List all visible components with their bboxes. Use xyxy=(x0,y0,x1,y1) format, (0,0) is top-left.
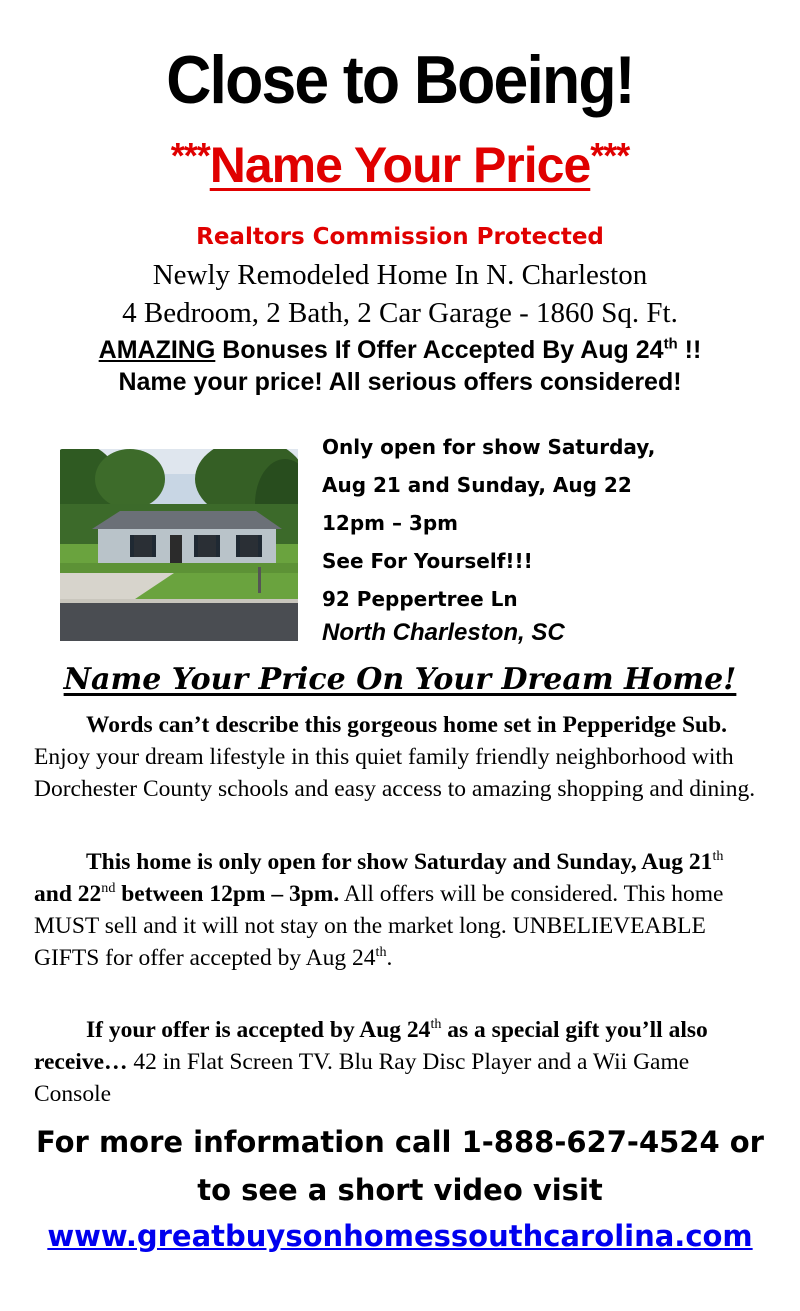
bonuses-end: !! xyxy=(677,336,702,364)
bonuses-text: Bonuses If Offer Accepted By Aug 24 xyxy=(215,336,664,364)
showing-line-1: Only open for show Saturday, xyxy=(322,435,656,459)
subhead-stars-left: *** xyxy=(170,135,210,176)
name-price-line: Name your price! All serious offers considered! xyxy=(118,368,682,396)
paragraph-3-text: 42 in Flat Screen TV. Blu Ray Disc Player and a Wii Game Console xyxy=(34,1049,690,1107)
paragraph-2-sup-c: th xyxy=(375,944,387,961)
bonuses-line xyxy=(0,334,800,366)
showing-line-2: Aug 21 and Sunday, Aug 22 xyxy=(322,473,632,497)
paragraph-2-bold-b: and 22 xyxy=(34,881,102,907)
paragraph-2-bold-a: This home is only open for show Saturday and Sunday, Aug 21 xyxy=(86,849,713,875)
bonuses-sup: th xyxy=(663,335,678,353)
city-line: North Charleston, SC xyxy=(322,619,565,646)
paragraph-2-sup-b: nd xyxy=(101,880,116,897)
headline: Close to Boeing! xyxy=(166,42,634,118)
paragraph-2-end: . xyxy=(386,945,393,971)
see-for-yourself: See For Yourself!!! xyxy=(322,549,533,573)
subhead-text: Name Your Price xyxy=(209,137,591,193)
showing-time: 12pm – 3pm xyxy=(322,511,458,535)
commission-note: Realtors Commission Protected xyxy=(196,224,604,250)
paragraph-3-sup: th xyxy=(430,1016,442,1033)
specs-line: 4 Bedroom, 2 Bath, 2 Car Garage - 1860 Sq. Ft. xyxy=(122,297,678,329)
subhead xyxy=(0,126,800,195)
dream-home-heading: Name Your Price On Your Dream Home! xyxy=(63,662,737,697)
paragraph-1-text: Enjoy your dream lifestyle in this quiet family friendly neighborhood with Dorchester County schools and easy access to amazing shopping and dining. xyxy=(34,744,756,802)
street-address: 92 Peppertree Ln xyxy=(322,587,518,611)
paragraph-2-sup-a: th xyxy=(712,848,724,865)
paragraph-3-bold-a: If your offer is accepted by Aug 24 xyxy=(86,1017,431,1043)
subhead-stars-right: *** xyxy=(590,135,630,176)
website-link[interactable]: www.greatbuysonhomessouthcarolina.com xyxy=(47,1219,753,1253)
paragraph-2-bold-c: between 12pm – 3pm. xyxy=(115,881,340,907)
paragraph-1-bold: Words can’t describe this gorgeous home set in Pepperidge Sub. xyxy=(86,712,728,738)
house-photo xyxy=(60,449,298,641)
amazing-word: AMAZING xyxy=(98,336,216,364)
remodeled-line: Newly Remodeled Home In N. Charleston xyxy=(152,259,648,291)
paragraph-3-bold-b: as a special gift you’ll also receive… xyxy=(34,1017,708,1075)
paragraph-1 xyxy=(34,709,764,805)
paragraph-2 xyxy=(34,846,764,974)
cta-line-2: to see a short video visit xyxy=(197,1173,603,1207)
paragraph-2-text: All offers will be considered. This home MUST sell and it will not stay on the market long. UNBELIEVEABLE GIFTS for offer accepted by Aug 24 xyxy=(34,881,724,971)
paragraph-3 xyxy=(34,1014,764,1110)
cta-line-1: For more information call 1-888-627-4524 or xyxy=(36,1125,764,1159)
